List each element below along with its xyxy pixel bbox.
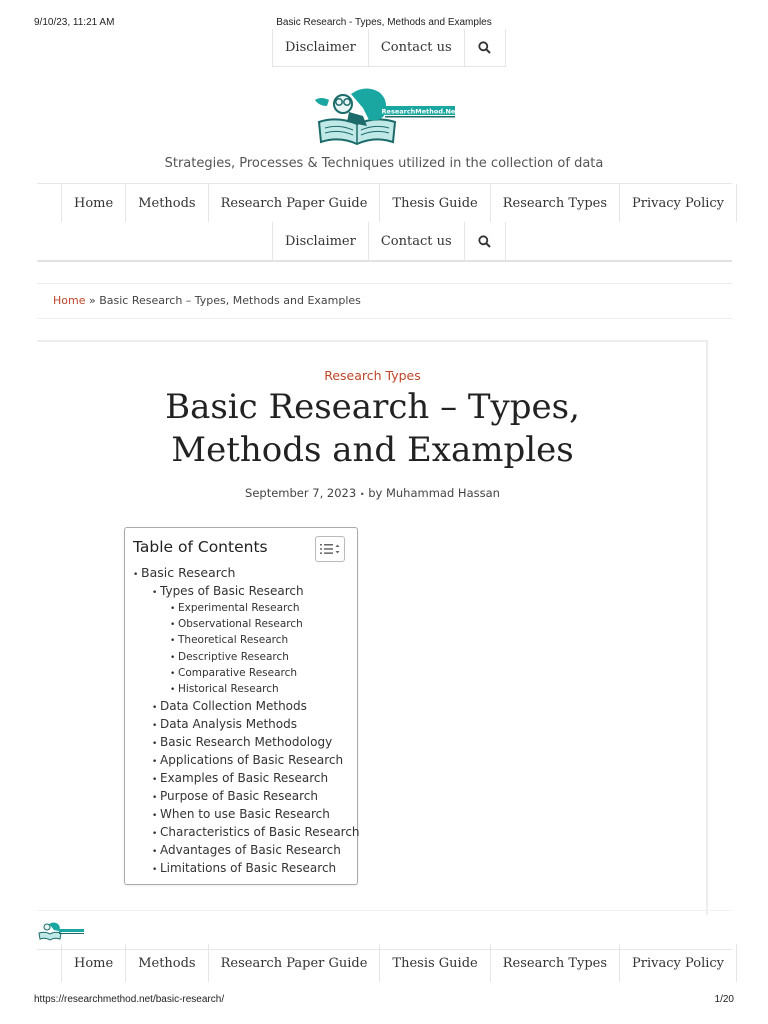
toc-toggle-button[interactable]	[315, 536, 345, 562]
toc-bullet: •	[152, 588, 158, 598]
toc-bullet: •	[152, 865, 158, 876]
toc-item[interactable]	[133, 751, 355, 769]
toc-bullet: •	[152, 847, 158, 858]
toc-item[interactable]	[133, 665, 355, 681]
breadcrumb-separator: »	[88, 294, 96, 307]
list-toggle-icon	[319, 542, 341, 556]
site-tagline: Strategies, Processes & Techniques utilized in the collection of data	[164, 156, 604, 171]
toc-item-label: Comparative Research	[178, 666, 298, 679]
table-of-contents	[124, 527, 358, 885]
toc-item-label: Basic Research	[141, 565, 236, 580]
toc-item-label: When to use Basic Research	[160, 807, 330, 822]
nav-privacy-policy[interactable]: Privacy Policy	[619, 944, 737, 982]
print-doc-title: Basic Research - Types, Methods and Examples	[276, 17, 492, 28]
print-footer	[34, 994, 734, 1006]
toc-bullet: •	[170, 684, 176, 695]
nav-methods[interactable]: Methods	[125, 184, 207, 222]
toc-item[interactable]	[133, 715, 355, 733]
print-datetime: 9/10/23, 11:21 AM	[34, 17, 115, 28]
toc-bullet: •	[152, 757, 158, 768]
toc-item-label: Data Collection Methods	[160, 699, 307, 714]
sticky-main-nav	[61, 944, 737, 982]
logo-text: ResearchMethod.Net	[381, 107, 459, 116]
toc-item[interactable]	[133, 805, 355, 823]
toc-item-label: Applications of Basic Research	[160, 753, 344, 768]
toc-item[interactable]	[133, 681, 355, 697]
toc-item-label: Characteristics of Basic Research	[160, 825, 360, 840]
article-title	[37, 386, 708, 472]
print-url: https://researchmethod.net/basic-research/	[34, 994, 225, 1005]
toc-item[interactable]	[133, 616, 355, 632]
nav-disclaimer[interactable]: Disclaimer	[272, 222, 368, 260]
nav-research-types[interactable]: Research Types	[490, 944, 619, 982]
toc-item-label: Descriptive Research	[178, 650, 289, 663]
toc-item-label: Data Analysis Methods	[160, 717, 297, 732]
article-title-line-2: Methods and Examples	[171, 430, 574, 470]
toc-bullet: •	[152, 721, 158, 732]
toc-item[interactable]	[133, 632, 355, 648]
breadcrumb	[37, 283, 732, 319]
main-nav-secondary-row	[272, 222, 506, 260]
toc-item[interactable]	[133, 733, 355, 751]
print-header	[34, 17, 734, 29]
nav-research-types[interactable]: Research Types	[490, 184, 619, 222]
search-button[interactable]	[464, 29, 506, 67]
toc-bullet: •	[170, 652, 176, 663]
toc-item-label: Theoretical Research	[178, 634, 289, 647]
article-card	[37, 340, 708, 915]
article-title-line-1: Basic Research – Types,	[165, 387, 580, 427]
article-meta	[37, 486, 708, 500]
search-button[interactable]	[464, 222, 506, 260]
toc-bullet: •	[133, 570, 139, 580]
toc-item-label: Observational Research	[178, 618, 303, 631]
article-category-link[interactable]: Research Types	[324, 368, 421, 383]
article-date: September 7, 2023	[245, 486, 357, 500]
nav-disclaimer[interactable]: Disclaimer	[272, 29, 368, 67]
site-logo[interactable]	[307, 86, 461, 148]
toc-bullet: •	[170, 636, 176, 647]
toc-bullet: •	[152, 811, 158, 822]
toc-item-label: Basic Research Methodology	[160, 735, 333, 750]
nav-research-paper-guide[interactable]: Research Paper Guide	[208, 184, 380, 222]
toc-bullet: •	[152, 739, 158, 750]
toc-item-label: Examples of Basic Research	[160, 771, 329, 786]
toc-item-label: Experimental Research	[178, 602, 300, 614]
toc-heading: Table of Contents	[133, 538, 268, 556]
toc-item-label: Advantages of Basic Research	[160, 843, 341, 858]
toc-bullet: •	[170, 604, 176, 614]
toc-item[interactable]	[133, 649, 355, 665]
toc-item-label: Purpose of Basic Research	[160, 789, 318, 804]
nav-home[interactable]: Home	[61, 944, 125, 982]
nav-thesis-guide[interactable]: Thesis Guide	[379, 944, 489, 982]
toc-item[interactable]	[133, 769, 355, 787]
toc-item[interactable]	[133, 823, 360, 841]
toc-bullet: •	[152, 793, 158, 804]
author-prefix: by	[368, 486, 383, 500]
print-page-number: 1/20	[714, 994, 734, 1005]
toc-item-label: Limitations of Basic Research	[160, 861, 337, 876]
breadcrumb-current: Basic Research – Types, Methods and Examples	[99, 294, 361, 307]
main-nav-row	[61, 184, 737, 222]
meta-bullet: •	[359, 490, 365, 499]
toc-bullet: •	[152, 703, 158, 714]
article-author-link[interactable]: Muhammad Hassan	[385, 486, 500, 500]
toc-item[interactable]	[133, 582, 355, 600]
toc-item-label: Historical Research	[178, 682, 279, 695]
nav-contact-us[interactable]: Contact us	[368, 222, 464, 260]
toc-item-label: Types of Basic Research	[160, 584, 304, 598]
researchmethod-logo	[307, 86, 461, 148]
toc-bullet: •	[152, 829, 158, 840]
main-navigation	[37, 183, 732, 262]
nav-research-paper-guide[interactable]: Research Paper Guide	[208, 944, 380, 982]
toc-bullet: •	[170, 620, 176, 631]
sticky-logo[interactable]	[37, 921, 85, 941]
search-icon	[478, 41, 491, 54]
toc-bullet: •	[152, 775, 158, 786]
toc-item[interactable]	[133, 841, 355, 859]
top-secondary-nav	[272, 29, 506, 67]
researchmethod-logo-small	[37, 921, 85, 941]
toc-item[interactable]	[133, 787, 355, 805]
search-icon	[478, 235, 491, 248]
toc-bullet: •	[170, 668, 176, 679]
toc-item[interactable]	[133, 859, 355, 877]
nav-contact-us[interactable]: Contact us	[368, 29, 464, 67]
nav-methods[interactable]: Methods	[125, 944, 207, 982]
nav-privacy-policy[interactable]: Privacy Policy	[619, 184, 737, 222]
toc-list	[133, 564, 360, 877]
nav-thesis-guide[interactable]: Thesis Guide	[379, 184, 489, 222]
toc-item[interactable]	[133, 600, 355, 616]
toc-item[interactable]	[133, 697, 355, 715]
nav-home[interactable]: Home	[61, 184, 125, 222]
toc-item[interactable]	[133, 564, 355, 582]
breadcrumb-home-link[interactable]: Home	[53, 294, 86, 307]
